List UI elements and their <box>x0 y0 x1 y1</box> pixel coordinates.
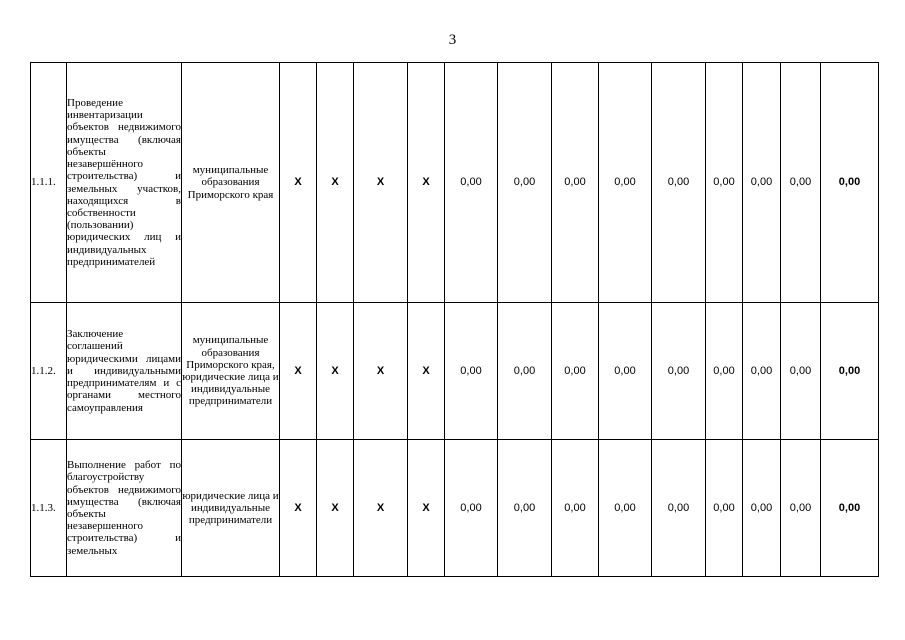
code-cell: X <box>317 303 354 440</box>
value-cell: 0,00 <box>445 303 498 440</box>
value-cell: 0,00 <box>781 63 821 303</box>
code-cell: X <box>317 440 354 577</box>
page-number: 3 <box>448 32 457 48</box>
row-number: 1.1.3. <box>31 440 67 577</box>
executor: юридические лица и индивидуальные предприниматели <box>182 440 280 577</box>
table-row <box>31 303 879 440</box>
value-cell: 0,00 <box>743 440 781 577</box>
row-number: 1.1.2. <box>31 303 67 440</box>
value-cell: 0,00 <box>706 63 743 303</box>
activity-name: Выполнение работ по благоустройству объектов недвижимого имущества (включая объекты незавершенного строительства) и земельных <box>67 440 182 577</box>
code-cell: X <box>354 303 408 440</box>
executor: муниципальные образования Приморского края, юридические лица и индивидуальные предприниматели <box>182 303 280 440</box>
executor: муниципальные образования Приморского края <box>182 63 280 303</box>
value-cell: 0,00 <box>552 303 599 440</box>
value-cell: 0,00 <box>498 63 552 303</box>
value-cell: 0,00 <box>552 440 599 577</box>
value-cell: 0,00 <box>599 440 652 577</box>
value-cell: 0,00 <box>445 63 498 303</box>
value-cell: 0,00 <box>706 303 743 440</box>
code-cell: X <box>354 63 408 303</box>
code-cell: X <box>280 303 317 440</box>
code-cell: X <box>317 63 354 303</box>
code-cell: X <box>408 440 445 577</box>
value-cell: 0,00 <box>652 303 706 440</box>
table-row <box>31 63 879 303</box>
code-cell: X <box>354 440 408 577</box>
value-cell: 0,00 <box>498 440 552 577</box>
code-cell: X <box>408 303 445 440</box>
activities-table <box>30 62 879 577</box>
value-cell: 0,00 <box>599 303 652 440</box>
value-cell: 0,00 <box>599 63 652 303</box>
table-row <box>31 440 879 577</box>
total-cell: 0,00 <box>821 63 879 303</box>
row-number: 1.1.1. <box>31 63 67 303</box>
value-cell: 0,00 <box>743 303 781 440</box>
value-cell: 0,00 <box>706 440 743 577</box>
code-cell: X <box>280 63 317 303</box>
activity-name: Проведение инвентаризации объектов недвижимого имущества (включая объекты незавершённого строительства) и земельных участков, находящихся в собственности (пользовании) юридических лиц и индивидуальных предпринимателей <box>67 63 182 303</box>
value-cell: 0,00 <box>445 440 498 577</box>
value-cell: 0,00 <box>498 303 552 440</box>
value-cell: 0,00 <box>781 440 821 577</box>
value-cell: 0,00 <box>743 63 781 303</box>
activity-name: Заключение соглашений юридическими лицами и индивидуальными предпринимателям и с органами местного самоуправления <box>67 303 182 440</box>
value-cell: 0,00 <box>781 303 821 440</box>
total-cell: 0,00 <box>821 440 879 577</box>
value-cell: 0,00 <box>652 63 706 303</box>
value-cell: 0,00 <box>652 440 706 577</box>
total-cell: 0,00 <box>821 303 879 440</box>
code-cell: X <box>408 63 445 303</box>
code-cell: X <box>280 440 317 577</box>
value-cell: 0,00 <box>552 63 599 303</box>
